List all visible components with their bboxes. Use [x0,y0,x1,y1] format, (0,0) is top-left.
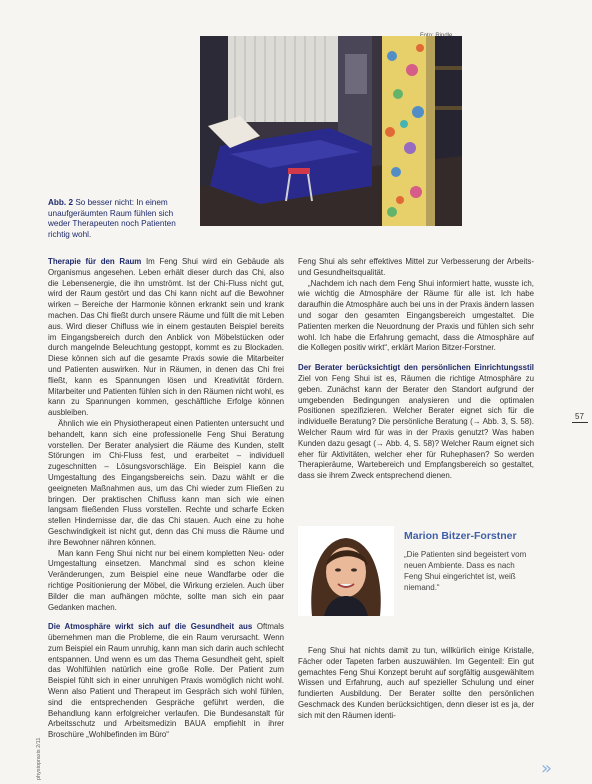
issue-label [36,700,46,780]
paragraph: „Nachdem ich nach dem Feng Shui informiert hatte, wusste ich, wie wichtig die Atmosphäre der Räume für alle ist. Ich habe daraufhin die Atmosphäre auch bei uns in der Praxis ändern lassen und sogar den gesamten Eingangsbereich umgestaltet. Die Patienten merken die Neuordnung der Praxis und fühlen sich sehr wohl. Ich habe die Erfahrung gemacht, dass die Atmosphäre auf die Kollegen positiv wirkt“, erklärt Marion Bitzer-Forstner. [298,278,534,353]
figure-caption [48,198,196,240]
article-column-left [48,257,284,741]
article-column-right [298,257,534,482]
continue-arrow-icon: » [541,758,553,779]
quote-author-name: Marion Bitzer-Forstner [404,530,517,542]
figure-caption-label: Abb. 2 [48,198,74,207]
subheading: Der Berater berücksichtigt den persönlichen Einrichtungsstil [298,363,534,373]
page-number-rule [572,422,588,423]
paragraph [48,257,284,419]
section-label [570,60,586,200]
paragraph: Feng Shui als sehr effektives Mittel zur Verbesserung der Arbeits- und Gesundheitsqualität. [298,257,534,277]
portrait-photo [298,526,394,616]
figure-caption-text: So besser nicht: In einem unaufgeräumten Raum fühlen sich weder Therapeuten noch Patienten richtig wohl. [48,198,176,239]
issue-label-text: physiopraxis 2/11 [36,737,42,780]
paragraph: Ähnlich wie ein Physiotherapeut einen Patienten untersucht und behandelt, kann sich eine professionelle Feng Shui Beratung vorstellen. Der Berater analysiert die Räume des Kunden, stellt Störungen im Chi-Fluss fest, und erarbeitet – individuell zugeschnitten – Lösungsvorschläge. Ein Beispiel kann die Umgestaltung des Eingangsbereichs sein. Dazu wählt er die geeigneten Maßnahmen aus, um das Chi wieder zum Fließen zu bringen. Der praktischen Chifluss kann man sich wie einen langsam fließenden Fluss vorstellen. Rechte und scharfe Ecken stellen Hindernisse dar, die das Chi stauen. Auch eine zu hohe Geschwindigkeit ist nicht gut, denn das Chi muss die Räume und ihre Bewohner nähren können. [48,418,284,547]
page-number: 57 [575,412,584,421]
subheading: Therapie für den Raum [48,257,142,266]
paragraph: Man kann Feng Shui nicht nur bei einem kompletten Neu- oder Umgestaltung einsetzen. Manchmal sind es schon kleine Veränderungen, zum Beispiel eine neue Wandfarbe oder die richtige Positionierung der Möbel, die Wirkung erzielen. Auch über Bilder die man aufhängen möchte, sollte man sich ein paar Gedanken machen. [48,548,284,612]
paragraph: Feng Shui hat nichts damit zu tun, willkürlich einige Kristalle, Fächer oder Tapeten farben auszuwählen. Im Gegenteil: Ein gut gemachtes Feng Shui Konzept beruht auf sorgfältig ausgewähltem Wissen und Erfahrung, auch auf spezieller Schulung und einer fundierten Ausbildung. Der Berater sollte den persönlichen Geschmack des Kunden berücksichtigen, denn dieser ist es ja, der sich mit den Räumen identi- [298,646,534,720]
pull-quote: „Die Patienten sind begeistert vom neuen Ambiente. Dass es nach Feng Shui eingerichtet ist, weiß niemand.“ [404,550,527,592]
paragraph [298,363,534,482]
subheading: Die Atmosphäre wirkt sich auf die Gesundheit aus [48,622,253,632]
paragraph-text: Oftmals übernehmen man die Probleme, die ein Raum verursacht. Wenn zum Beispiel ein Raum unruhig, kann man sich darin auch schlecht entspannen. Und wenn es um das Thema Gesundheit geht, spielt das Wohlfühlen natürlich eine große Rolle. Der Patient zum Beispiel fühlt sich in einer unruhigen Praxis womöglich nicht wohl. Wenn also Patient und Therapeut im Gespräch sich wohl fühlen, sind die entsprechenden Gespräche geführt werden, die Behandlung kann erfolgreicher verlaufen. Die Bundesanstalt für Arbeitsschutz und Arbeitsmedizin BAUA empfiehlt in ihrer Broschüre „Wohlbefinden im Büro“ [48,622,284,740]
paragraph-text: Im Feng Shui wird ein Gebäude als Organismus angesehen. Leben erhält dieser durch das Chi, also die Lebensenergie, die ihn umströmt. Ist der Chi-Fluss nicht gut, wird der Raum gestört und das Chi kann nicht auf die Bewohner wirken – Bereiche der Harmonie können erkrankt sein und krank machen. Das Chi fließt durch unsere Räume und füllt die mit Leben aus. Wird dieser Chifluss wie in einem gestauten Beispiel bereits im Eingangsbereich durch den Anblick von Möbelstücken oder durch mangelnde Beleuchtung gestoppt, kommt es zu Blockaden. Diese können sich auf die gesamte Praxis sowie die Mitarbeiter und Patienten auswirken. Nur in Räumen, in denen das Chi frei fließt, kann es Spannungen lösen und Kreativität fördern. Mitarbeiter und Patienten fühlen sich in den Räumen nicht wohl, es kann zu Spannungen kommen, geschäftliche Erfolge können ausbleiben. [48,257,284,418]
paragraph-text: Ziel von Feng Shui ist es, Räumen die richtige Atmosphäre zu geben. Zunächst kann der Berater den Standort aufgrund der umgebenden Bedingungen analysieren und die optimalen Positionen spezifizieren. Welcher Berater eignet sich für die individuelle Beratung? Die persönliche Beratung (→ Abb. 3, S. 58). Welcher Raum wird für was in der Praxis genutzt? Was haben Kunden dazu gesagt (→ Abb. 4, S. 58)? Welcher Raum eignet sich eher für Aktivitäten, welcher eher für Ruhephasen? So werden Therapieräume, Wartebereich und Empfangsbereich so gestaltet, dass sie ihrem Zweck entsprechend dienen. [298,373,534,481]
practice-room-photo [200,36,462,226]
paragraph [48,622,284,741]
